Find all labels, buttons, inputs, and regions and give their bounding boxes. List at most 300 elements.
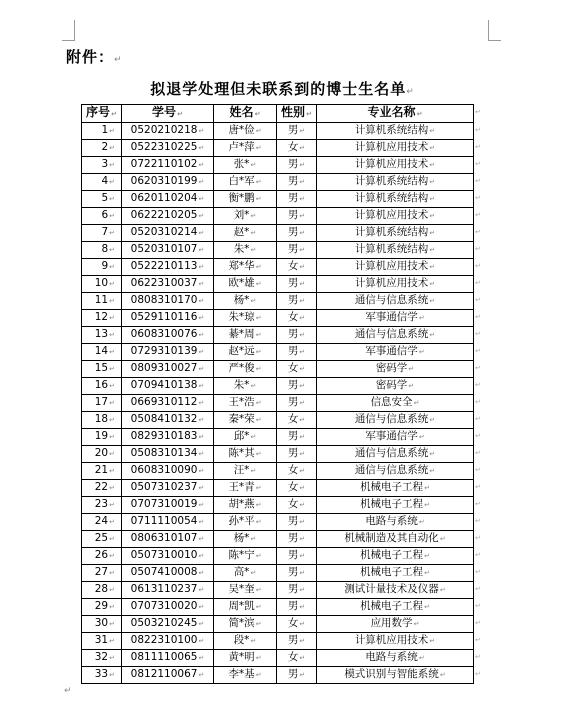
cell-mark-icon: ↵ — [250, 535, 257, 543]
cell-text: 王*浩 — [228, 396, 255, 408]
table-cell — [214, 242, 277, 259]
row-end-mark-icon: ↵ — [475, 143, 481, 151]
cell-text: 29 — [94, 600, 109, 612]
cell-text: 11 — [94, 294, 109, 306]
table-cell — [277, 395, 317, 412]
cell-text: 18 — [94, 413, 109, 425]
table-cell — [122, 174, 214, 191]
table-cell — [317, 463, 474, 480]
cell-text: 女 — [287, 498, 299, 510]
row-end-mark-icon: ↵ — [475, 517, 481, 525]
table-cell — [317, 633, 474, 650]
cell-mark-icon: ↵ — [109, 450, 115, 458]
table-cell — [122, 259, 214, 276]
cell-mark-icon: ↵ — [299, 297, 306, 305]
table-cell — [82, 616, 122, 633]
table-cell — [277, 582, 317, 599]
cell-mark-icon: ↵ — [198, 382, 205, 390]
table-cell — [122, 497, 214, 514]
cell-text: 朱* — [233, 379, 250, 391]
cell-text: 密码学 — [375, 379, 408, 391]
table-cell — [214, 412, 277, 429]
table-row — [82, 446, 474, 463]
cell-mark-icon: ↵ — [109, 178, 115, 186]
table-cell — [122, 310, 214, 327]
cell-text: 0620110204 — [130, 192, 198, 204]
cell-mark-icon: ↵ — [299, 552, 306, 560]
table-cell — [122, 378, 214, 395]
table-cell — [122, 157, 214, 174]
cell-mark-icon: ↵ — [109, 263, 115, 271]
cell-text: 男 — [287, 175, 299, 187]
cell-mark-icon: ↵ — [255, 331, 262, 339]
table-cell — [82, 548, 122, 565]
table-cell — [277, 480, 317, 497]
cell-mark-icon: ↵ — [198, 331, 205, 339]
table-cell — [317, 174, 474, 191]
cell-text: 女 — [287, 141, 299, 153]
table-row — [82, 276, 474, 293]
table-cell — [317, 650, 474, 667]
row-end-mark-icon: ↵ — [475, 568, 481, 576]
cell-text: 8 — [101, 243, 109, 255]
cell-text: 胡*燕 — [228, 498, 255, 510]
cell-mark-icon: ↵ — [299, 246, 306, 254]
row-end-mark-icon: ↵ — [475, 279, 481, 287]
table-cell — [82, 514, 122, 531]
table-cell — [214, 497, 277, 514]
table-row — [82, 667, 474, 684]
cell-mark-icon: ↵ — [439, 671, 446, 679]
document-title — [0, 78, 565, 99]
table-cell — [82, 497, 122, 514]
cell-mark-icon: ↵ — [198, 178, 205, 186]
cell-text: 男 — [287, 430, 299, 442]
cell-text: 0620310199 — [130, 175, 198, 187]
crop-mark-top-right — [488, 20, 501, 41]
cell-text: 男 — [287, 124, 299, 136]
cell-text: 30 — [94, 617, 109, 629]
cell-text: 0522210113 — [130, 260, 198, 272]
cell-text: 女 — [287, 311, 299, 323]
cell-mark-icon: ↵ — [255, 314, 262, 322]
cell-text: 22 — [94, 481, 109, 493]
table-row — [82, 565, 474, 582]
cell-mark-icon: ↵ — [254, 110, 261, 118]
cell-mark-icon: ↵ — [429, 195, 436, 203]
cell-text: 23 — [94, 498, 109, 510]
cell-text: 女 — [287, 651, 299, 663]
cell-mark-icon: ↵ — [250, 433, 257, 441]
row-end-mark-icon: ↵ — [475, 500, 481, 508]
cell-mark-icon: ↵ — [418, 348, 425, 356]
cell-mark-icon: ↵ — [299, 535, 306, 543]
attachment-label: 附件： — [66, 48, 115, 66]
cell-mark-icon: ↵ — [429, 467, 436, 475]
cell-text: 綦*周 — [228, 328, 255, 340]
cell-text: 通信与信息系统 — [354, 294, 429, 306]
cell-text: 计算机系统结构 — [354, 192, 429, 204]
cell-mark-icon: ↵ — [177, 110, 183, 118]
table-cell — [214, 582, 277, 599]
cell-text: 男 — [287, 294, 299, 306]
row-end-mark-icon: ↵ — [475, 211, 481, 219]
row-end-mark-icon: ↵ — [475, 364, 481, 372]
cell-text: 19 — [94, 430, 109, 442]
cell-mark-icon: ↵ — [198, 569, 205, 577]
cell-text: 简*滨 — [228, 617, 255, 629]
cell-mark-icon: ↵ — [424, 569, 430, 577]
table-row — [82, 582, 474, 599]
row-end-mark-icon: ↵ — [475, 126, 481, 134]
table-cell — [317, 361, 474, 378]
cell-text: 机械电子工程 — [360, 549, 424, 561]
table-cell — [317, 582, 474, 599]
table-cell — [214, 429, 277, 446]
cell-mark-icon: ↵ — [198, 671, 205, 679]
cell-text: 计算机系统结构 — [354, 243, 429, 255]
row-end-mark-icon: ↵ — [475, 466, 481, 474]
table-cell — [122, 650, 214, 667]
cell-text: 计算机应用技术 — [354, 634, 429, 646]
table-row — [82, 548, 474, 565]
cell-mark-icon: ↵ — [299, 399, 306, 407]
table-row — [82, 174, 474, 191]
table-row — [82, 140, 474, 157]
cell-text: 计算机系统结构 — [354, 124, 429, 136]
cell-mark-icon: ↵ — [299, 433, 306, 441]
table-cell — [122, 463, 214, 480]
table-cell — [122, 514, 214, 531]
table-cell — [277, 463, 317, 480]
cell-text: 杨* — [233, 532, 250, 544]
table-cell — [214, 633, 277, 650]
cell-text: 0622210205 — [130, 209, 198, 221]
student-table — [81, 104, 474, 684]
table-cell — [277, 378, 317, 395]
cell-text: 男 — [287, 192, 299, 204]
cell-text: 孙*平 — [228, 515, 255, 527]
table-cell — [317, 327, 474, 344]
row-end-mark-icon: ↵ — [475, 381, 481, 389]
table-cell — [277, 412, 317, 429]
table-cell — [277, 599, 317, 616]
cell-mark-icon: ↵ — [109, 654, 115, 662]
cell-text: 男 — [287, 583, 299, 595]
row-end-mark-icon: ↵ — [475, 313, 481, 321]
cell-mark-icon: ↵ — [418, 518, 425, 526]
table-cell — [122, 667, 214, 684]
table-row — [82, 412, 474, 429]
table-cell — [214, 208, 277, 225]
cell-text: 男 — [287, 158, 299, 170]
table-cell — [277, 225, 317, 242]
table-cell — [214, 225, 277, 242]
cell-mark-icon: ↵ — [255, 484, 262, 492]
table-cell — [214, 276, 277, 293]
table-cell — [277, 259, 317, 276]
cell-text: 女 — [287, 481, 299, 493]
cell-mark-icon: ↵ — [299, 382, 306, 390]
cell-mark-icon: ↵ — [299, 603, 306, 611]
table-cell — [82, 531, 122, 548]
cell-text: 32 — [94, 651, 109, 663]
cell-mark-icon: ↵ — [198, 314, 205, 322]
cell-mark-icon: ↵ — [198, 535, 205, 543]
table-cell — [82, 395, 122, 412]
cell-text: 男 — [287, 226, 299, 238]
table-cell — [317, 514, 474, 531]
cell-mark-icon: ↵ — [198, 365, 205, 373]
cell-text: 女 — [287, 260, 299, 272]
cell-text: 0520310214 — [130, 226, 198, 238]
table-cell — [82, 157, 122, 174]
cell-mark-icon: ↵ — [109, 569, 115, 577]
cell-mark-icon: ↵ — [255, 603, 262, 611]
table-cell — [82, 208, 122, 225]
cell-text: 模式识别与智能系统 — [344, 668, 439, 680]
table-cell — [214, 616, 277, 633]
cell-mark-icon: ↵ — [299, 501, 306, 509]
cell-mark-icon: ↵ — [299, 637, 306, 645]
cell-mark-icon: ↵ — [198, 161, 205, 169]
row-end-mark-icon: ↵ — [475, 296, 481, 304]
crop-mark-top-left — [62, 20, 75, 41]
row-end-mark-icon: ↵ — [475, 551, 481, 559]
row-end-mark-icon: ↵ — [475, 194, 481, 202]
cell-text: 黄*明 — [228, 651, 255, 663]
cell-mark-icon: ↵ — [255, 178, 262, 186]
table-cell — [277, 344, 317, 361]
cell-mark-icon: ↵ — [429, 229, 436, 237]
cell-text: 刘* — [233, 209, 250, 221]
cell-mark-icon: ↵ — [416, 110, 423, 118]
cell-text: 21 — [94, 464, 109, 476]
cell-mark-icon: ↵ — [299, 314, 306, 322]
cell-mark-icon: ↵ — [198, 586, 205, 594]
cell-text: 0707310019 — [130, 498, 198, 510]
cell-mark-icon: ↵ — [429, 212, 436, 220]
table-cell — [317, 310, 474, 327]
cell-mark-icon: ↵ — [255, 127, 262, 135]
table-row — [82, 480, 474, 497]
cell-mark-icon: ↵ — [429, 637, 436, 645]
cell-text: 机械电子工程 — [360, 498, 424, 510]
table-cell — [214, 327, 277, 344]
cell-mark-icon: ↵ — [255, 450, 262, 458]
table-cell — [277, 310, 317, 327]
row-end-mark-icon: ↵ — [475, 585, 481, 593]
row-end-mark-icon: ↵ — [475, 108, 481, 116]
cell-mark-icon: ↵ — [198, 212, 205, 220]
table-cell — [317, 565, 474, 582]
table-row — [82, 123, 474, 140]
row-end-mark-icon: ↵ — [475, 483, 481, 491]
table-cell — [122, 446, 214, 463]
cell-mark-icon: ↵ — [109, 518, 115, 526]
cell-text: 男 — [287, 566, 299, 578]
cell-mark-icon: ↵ — [109, 671, 115, 679]
cell-text: 李*基 — [228, 668, 255, 680]
cell-mark-icon: ↵ — [198, 195, 205, 203]
cell-mark-icon: ↵ — [299, 569, 306, 577]
cell-text: 0520310107 — [130, 243, 198, 255]
cell-mark-icon: ↵ — [413, 399, 420, 407]
cell-mark-icon: ↵ — [413, 620, 420, 628]
table-row — [82, 310, 474, 327]
cell-mark-icon: ↵ — [299, 144, 306, 152]
table-cell — [82, 276, 122, 293]
table-cell — [277, 429, 317, 446]
cell-text: 赵* — [233, 226, 250, 238]
table-cell — [277, 276, 317, 293]
table-cell — [317, 293, 474, 310]
cell-mark-icon: ↵ — [255, 144, 262, 152]
cell-text: 通信与信息系统 — [354, 328, 429, 340]
cell-text: 33 — [94, 668, 109, 680]
table-cell — [317, 259, 474, 276]
table-cell — [214, 293, 277, 310]
table-cell — [317, 446, 474, 463]
table-cell — [277, 514, 317, 531]
table-cell — [317, 276, 474, 293]
cell-text: 白*军 — [228, 175, 255, 187]
cell-text: 通信与信息系统 — [354, 447, 429, 459]
table-cell — [317, 480, 474, 497]
table-cell — [82, 480, 122, 497]
table-row — [82, 242, 474, 259]
cell-text: 16 — [94, 379, 109, 391]
row-end-mark-icon: ↵ — [475, 602, 481, 610]
cell-text: 27 — [94, 566, 109, 578]
table-cell — [82, 310, 122, 327]
cell-text: 计算机应用技术 — [354, 260, 429, 272]
cell-text: 女 — [287, 617, 299, 629]
table-cell — [317, 208, 474, 225]
table-cell — [214, 395, 277, 412]
cell-text: 严*俊 — [228, 362, 255, 374]
table-row — [82, 327, 474, 344]
table-cell — [82, 667, 122, 684]
cell-mark-icon: ↵ — [109, 399, 115, 407]
table-cell — [277, 633, 317, 650]
cell-text: 13 — [94, 328, 109, 340]
cell-mark-icon: ↵ — [255, 416, 262, 424]
cell-mark-icon: ↵ — [424, 501, 430, 509]
cell-text: 0808310170 — [130, 294, 198, 306]
cell-text: 男 — [287, 209, 299, 221]
cell-text: 9 — [101, 260, 109, 272]
table-cell — [122, 225, 214, 242]
table-cell — [82, 565, 122, 582]
cell-text: 0522310225 — [130, 141, 198, 153]
cell-mark-icon: ↵ — [418, 433, 425, 441]
table-cell — [82, 378, 122, 395]
table-cell — [214, 157, 277, 174]
table-cell — [82, 429, 122, 446]
cell-text: 女 — [287, 413, 299, 425]
paragraph-mark-icon: ↵ — [114, 55, 123, 65]
cell-text: 张* — [233, 158, 250, 170]
cell-text: 31 — [94, 634, 109, 646]
cell-text: 男 — [287, 515, 299, 527]
table-cell — [122, 208, 214, 225]
cell-text: 0809310027 — [130, 362, 198, 374]
cell-mark-icon: ↵ — [109, 382, 115, 390]
cell-mark-icon: ↵ — [109, 331, 115, 339]
table-row — [82, 225, 474, 242]
cell-mark-icon: ↵ — [109, 127, 115, 135]
cell-text: 汪* — [233, 464, 250, 476]
table-cell — [277, 667, 317, 684]
row-end-mark-icon: ↵ — [475, 347, 481, 355]
cell-mark-icon: ↵ — [198, 416, 205, 424]
table-cell — [277, 123, 317, 140]
table-row — [82, 378, 474, 395]
cell-text: 王*青 — [228, 481, 255, 493]
table-cell — [214, 548, 277, 565]
cell-text: 通信与信息系统 — [354, 413, 429, 425]
cell-text: 7 — [101, 226, 109, 238]
table-cell — [122, 276, 214, 293]
cell-mark-icon: ↵ — [429, 161, 436, 169]
cell-text: 欧*雄 — [228, 277, 255, 289]
cell-mark-icon: ↵ — [250, 212, 257, 220]
cell-text: 赵*远 — [228, 345, 255, 357]
cell-mark-icon: ↵ — [250, 246, 257, 254]
table-row — [82, 650, 474, 667]
cell-mark-icon: ↵ — [299, 161, 306, 169]
table-cell — [317, 123, 474, 140]
cell-mark-icon: ↵ — [429, 246, 436, 254]
cell-text: 0822310100 — [130, 634, 198, 646]
cell-mark-icon: ↵ — [429, 416, 436, 424]
table-cell — [214, 480, 277, 497]
cell-mark-icon: ↵ — [109, 586, 115, 594]
cell-text: 0507310010 — [130, 549, 198, 561]
cell-text: 17 — [94, 396, 109, 408]
table-cell — [122, 361, 214, 378]
row-end-mark-icon: ↵ — [475, 330, 481, 338]
cell-text: 机械电子工程 — [360, 600, 424, 612]
table-cell — [317, 140, 474, 157]
table-cell — [214, 650, 277, 667]
cell-text: 2 — [101, 141, 109, 153]
cell-text: 计算机系统结构 — [354, 175, 429, 187]
cell-text: 0829310183 — [130, 430, 198, 442]
cell-text: 14 — [94, 345, 109, 357]
cell-mark-icon: ↵ — [198, 280, 205, 288]
cell-mark-icon: ↵ — [109, 297, 115, 305]
cell-text: 0729310139 — [130, 345, 198, 357]
cell-mark-icon: ↵ — [299, 127, 306, 135]
cell-mark-icon: ↵ — [109, 365, 115, 373]
cell-text: 4 — [101, 175, 109, 187]
table-row — [82, 429, 474, 446]
cell-text: 男 — [287, 447, 299, 459]
cell-mark-icon: ↵ — [198, 144, 205, 152]
table-cell — [214, 344, 277, 361]
table-cell — [277, 531, 317, 548]
cell-text: 秦*荣 — [228, 413, 255, 425]
cell-mark-icon: ↵ — [299, 467, 306, 475]
cell-text: 0722110102 — [130, 158, 198, 170]
table-cell — [82, 633, 122, 650]
table-cell — [122, 565, 214, 582]
cell-mark-icon: ↵ — [255, 654, 262, 662]
table-cell — [82, 463, 122, 480]
row-end-mark-icon: ↵ — [475, 619, 481, 627]
